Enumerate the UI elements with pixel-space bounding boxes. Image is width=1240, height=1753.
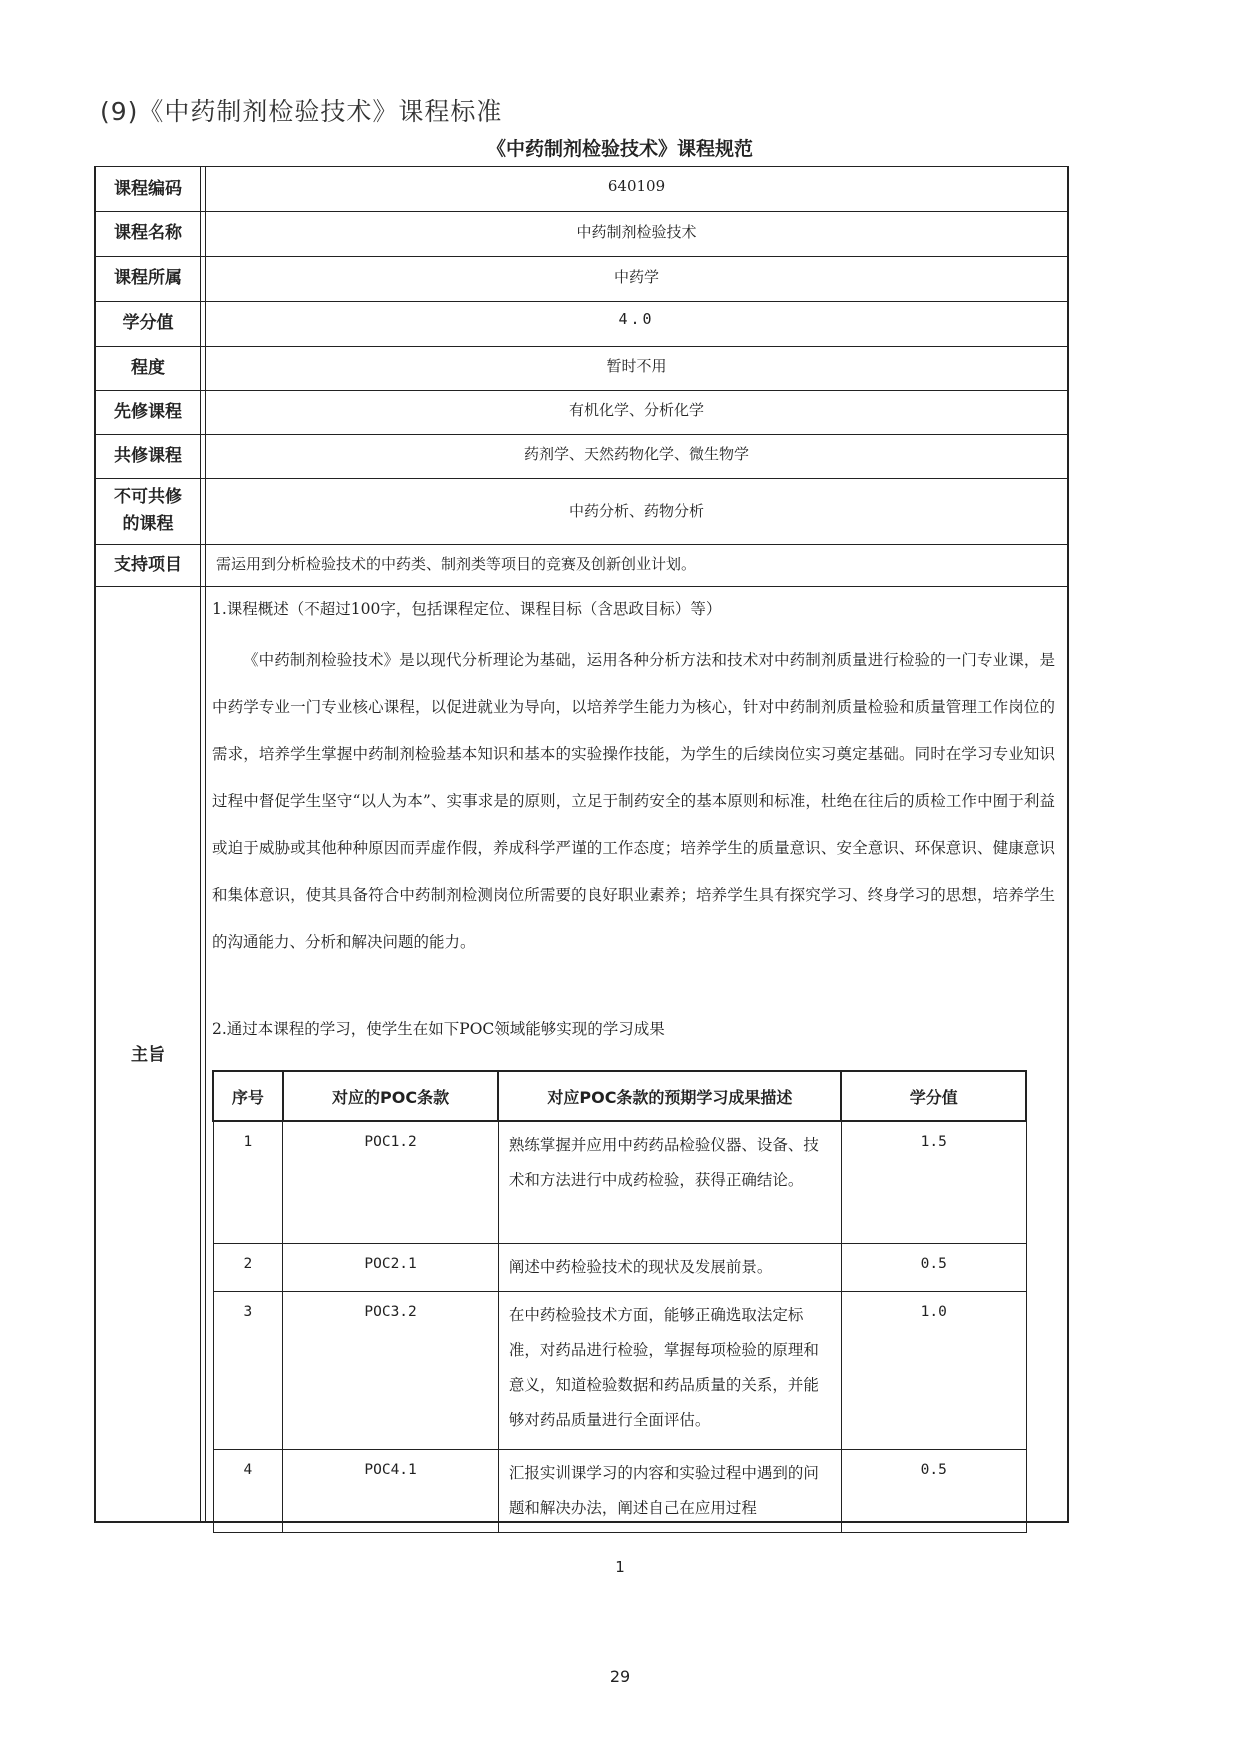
poc-outcome-table — [212, 1070, 1027, 1533]
cell-no: 2 — [213, 1243, 283, 1291]
section2-title: 2.通过本课程的学习，使学生在如下POC领域能够实现的学习成果 — [212, 1020, 665, 1038]
label-exclusive-line1: 不可共修 — [114, 487, 182, 507]
document-title: 《中药制剂检验技术》课程规范 — [486, 138, 753, 160]
table-row — [213, 1243, 1026, 1291]
header-poc: 对应的POC条款 — [283, 1071, 499, 1121]
header-credit: 学分值 — [841, 1071, 1026, 1121]
cell-credit: 1.5 — [841, 1121, 1026, 1243]
table-row — [213, 1121, 1026, 1243]
section1-title: 1.课程概述（不超过100字，包括课程定位、课程目标（含思政目标）等） — [212, 600, 722, 618]
section-heading: (9)《中药制剂检验技术》课程标准 — [100, 97, 503, 126]
cell-poc: POC3.2 — [283, 1291, 499, 1449]
label-course-dept: 课程所属 — [114, 268, 182, 288]
value-exclusive-course: 中药分析、药物分析 — [568, 502, 704, 520]
cell-credit: 0.5 — [841, 1243, 1026, 1291]
value-course-name: 中药制剂检验技术 — [576, 223, 697, 241]
value-course-dept: 中药学 — [613, 268, 659, 286]
table-row — [213, 1449, 1026, 1532]
section1-body: 《中药制剂检验技术》是以现代分析理论为基础，运用各种分析方法和技术对中药制剂质量进行检验的一门专业课，是中药学专业一门专业核心课程，以促进就业为导向，以培养学生能力为核心，针对中药制剂质量检验和质量管理工作岗位的需求，培养学生掌握中药制剂检验基本知识和基本的实验操作技能，为学生的后续岗位实习奠定基础。同时在学习专业知识过程中督促学生坚守“以人为本”、实事求是的原则，立足于制药安全的基本原则和标准，杜绝在往后的质检工作中囿于利益或迫于威胁或其他种种原因而弄虚作假，养成科学严谨的工作态度；培养学生的质量意识、安全意识、环保意识、健康意识和集体意识，使其具备符合中药制剂检测岗位所需要的良好职业素养；培养学生具有探究学习、终身学习的思想，培养学生的沟通能力、分析和解决问题的能力。 — [212, 651, 1055, 951]
value-credit: 4.0 — [618, 310, 655, 328]
value-corequisite: 药剂学、天然药物化学、微生物学 — [523, 445, 749, 463]
value-support-project: 需运用到分析检验技术的中药类、制剂类等项目的竞赛及创新创业计划。 — [216, 555, 697, 573]
label-main: 主旨 — [131, 1044, 165, 1065]
cell-desc: 阐述中药检验技术的现状及发展前景。 — [498, 1243, 841, 1291]
label-credit: 学分值 — [122, 313, 174, 333]
cell-poc: POC1.2 — [283, 1121, 499, 1243]
value-level: 暂时不用 — [606, 357, 667, 375]
label-corequisite: 共修课程 — [114, 445, 182, 466]
cell-desc: 熟练掌握并应用中药药品检验仪器、设备、技术和方法进行中成药检验，获得正确结论。 — [498, 1121, 841, 1243]
label-course-code: 课程编码 — [114, 178, 182, 199]
cell-desc: 在中药检验技术方面，能够正确选取法定标准，对药品进行检验，掌握每项检验的原理和意义，知道检验数据和药品质量的关系，并能够对药品质量进行全面评估。 — [498, 1291, 841, 1449]
course-spec-table — [94, 166, 1069, 1523]
label-course-name: 课程名称 — [114, 223, 182, 243]
label-exclusive-line2: 的课程 — [122, 514, 174, 534]
value-course-code: 640109 — [607, 177, 666, 195]
cell-credit: 0.5 — [841, 1449, 1026, 1532]
inner-page-number: 1 — [615, 1558, 625, 1576]
header-desc: 对应POC条款的预期学习成果描述 — [498, 1071, 841, 1121]
cell-poc: POC4.1 — [283, 1449, 499, 1532]
label-prerequisite: 先修课程 — [114, 401, 182, 422]
label-support-project: 支持项目 — [114, 554, 182, 575]
page-number: 29 — [609, 1667, 631, 1686]
value-prerequisite: 有机化学、分析化学 — [568, 401, 704, 419]
cell-poc: POC2.1 — [283, 1243, 499, 1291]
cell-desc: 汇报实训课学习的内容和实验过程中遇到的问题和解决办法，阐述自己在应用过程 — [498, 1449, 841, 1532]
label-level: 程度 — [131, 357, 165, 378]
label-exclusive-course — [96, 478, 200, 544]
cell-credit: 1.0 — [841, 1291, 1026, 1449]
cell-no: 3 — [213, 1291, 283, 1449]
cell-no: 1 — [213, 1121, 283, 1243]
table-header-row — [213, 1071, 1026, 1121]
table-row — [213, 1291, 1026, 1449]
cell-no: 4 — [213, 1449, 283, 1532]
header-no: 序号 — [213, 1071, 283, 1121]
